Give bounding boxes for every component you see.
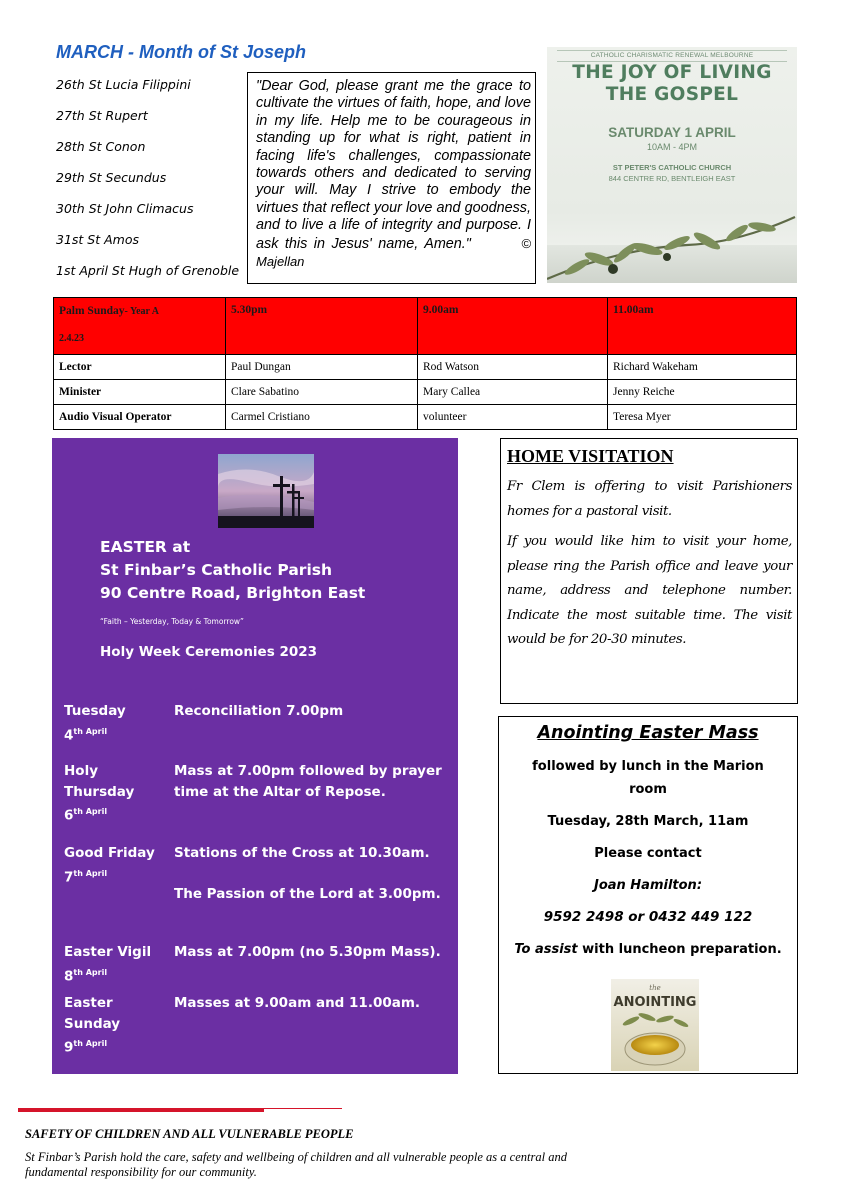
table-row (54, 405, 797, 430)
role-cell: Audio Visual Operator (54, 405, 226, 430)
divider (264, 1108, 342, 1109)
roster-table (53, 297, 797, 430)
schedule-event: Reconciliation 7.00pm (174, 703, 344, 719)
poster-headline: THE JOY OF LIVING THE GOSPEL (572, 62, 772, 105)
svg-text:ANOINTING: ANOINTING (613, 995, 697, 1010)
name-cell: Jenny Reiche (608, 380, 797, 405)
poster-time: 10AM - 4PM (646, 142, 697, 152)
flyer-subheading: Holy Week Ceremonies 2023 (100, 644, 318, 660)
anointing-title: Anointing Easter Mass (537, 723, 759, 743)
schedule-event: Mass at 7.00pm (no 5.30pm Mass). (174, 944, 441, 960)
home-visitation-text: If you would like him to visit your home, please ring the Parish office and leave your name, address and telephone number. Indicate the most suitable time. The visit would be for 20-30 minutes. (507, 534, 792, 647)
crosses-image (218, 454, 314, 528)
list-item: 1st April St Hugh of Grenoble (56, 263, 240, 278)
prayer-credit: © Majellan (256, 235, 532, 270)
prayer-text: "Dear God, please grant me the grace to cultivate the virtues of faith, hope, and love in my life. Help me to be courageous in standing up for what is right, patient in facing life's challenges, compassionate towards others and dedicated to serving your will. May I strive to embody the virtues that reflect your love and goodness, and to live a life of integrity and purpose. I ask this in Jesus' name, Amen." (256, 78, 531, 252)
event-poster (547, 47, 797, 283)
safety-heading: SAFETY OF CHILDREN AND ALL VULNERABLE PEOPLE (25, 1127, 354, 1141)
poster-church: ST PETER'S CATHOLIC CHURCH (612, 163, 732, 172)
name-cell: Paul Dungan (226, 355, 418, 380)
easter-flyer (52, 438, 458, 1074)
list-item: 29th St Secundus (56, 170, 167, 185)
poster-date: SATURDAY 1 APRIL (608, 125, 736, 140)
feast-days-list (56, 77, 239, 294)
name-cell: Mary Callea (418, 380, 608, 405)
schedule-event: Stations of the Cross at 10.30am. (174, 845, 430, 861)
prayer-box (247, 72, 536, 284)
name-cell: Carmel Cristiano (226, 405, 418, 430)
poster-org: CATHOLIC CHARISMATIC RENEWAL MELBOURNE (590, 52, 754, 59)
schedule-day: Holy Thursday $6^{th April}$ (64, 763, 135, 824)
table-row (54, 380, 797, 405)
schedule-day: Easter Sunday $9^{th April}$ (64, 995, 121, 1056)
svg-text:the: the (649, 984, 661, 992)
name-cell: volunteer (418, 405, 608, 430)
home-visitation-text: Fr Clem is offering to visit Parishioners homes for a pastoral visit. (507, 479, 792, 519)
schedule-event: The Passion of the Lord at 3.00pm. (174, 886, 441, 902)
time-cell: 9.00am (418, 298, 608, 355)
home-visitation-box (500, 438, 798, 704)
schedule-event: Masses at 9.00am and 11.00am. (174, 995, 421, 1011)
olive-branch-image (547, 187, 797, 283)
role-cell: Minister (54, 380, 226, 405)
list-item: 30th St John Climacus (56, 201, 194, 216)
list-item: 28th St Conon (56, 139, 146, 154)
name-cell: Richard Wakeham (608, 355, 797, 380)
schedule-day: Tuesday $4^{th April}$ (64, 703, 126, 743)
flyer-heading: EASTER at St Finbar’s Catholic Parish 90 Centre Road, Brighton East (100, 538, 366, 602)
schedule-day: Good Friday $7^{th April}$ (64, 845, 155, 885)
time-cell: 11.00am (608, 298, 797, 355)
name-cell: Clare Sabatino (226, 380, 418, 405)
schedule-day: Easter Vigil $8^{th April}$ (64, 944, 152, 984)
list-item: 31st St Amos (56, 232, 139, 247)
anointing-box: Anointing Easter Mass followed by lunch in the Marion room Tuesday, 28th March, 11am Please contact Joan Hamilton: 9592 2498 or 0432 449 122 To assist with luncheon preparation. the ANOINTING (498, 716, 798, 1074)
name-cell: Rod Watson (418, 355, 608, 380)
time-cell: 5.30pm (226, 298, 418, 355)
list-item: 26th St Lucia Filippini (56, 77, 191, 92)
anointing-image (611, 979, 699, 1071)
divider (18, 1108, 264, 1112)
table-row (54, 355, 797, 380)
home-visitation-title: HOME VISITATION (507, 446, 674, 466)
month-title: MARCH - Month of St Joseph (56, 42, 306, 62)
roster-header-cell: Palm Sunday- Year A 2.4.23 (54, 298, 226, 355)
role-cell: Lector (54, 355, 226, 380)
poster-address: 844 CENTRE RD, BENTLEIGH EAST (608, 174, 736, 183)
table-row (54, 298, 797, 355)
list-item: 27th St Rupert (56, 108, 148, 123)
flyer-tagline: “Faith – Yesterday, Today & Tomorrow” (100, 617, 244, 626)
safety-text: St Finbar’s Parish hold the care, safety and wellbeing of children and all vulnerable people as a central and fundamental responsibility for our community. (25, 1150, 567, 1179)
schedule-event: Mass at 7.00pm followed by prayer time at the Altar of Repose. (174, 763, 442, 800)
name-cell: Teresa Myer (608, 405, 797, 430)
divider (557, 50, 787, 51)
